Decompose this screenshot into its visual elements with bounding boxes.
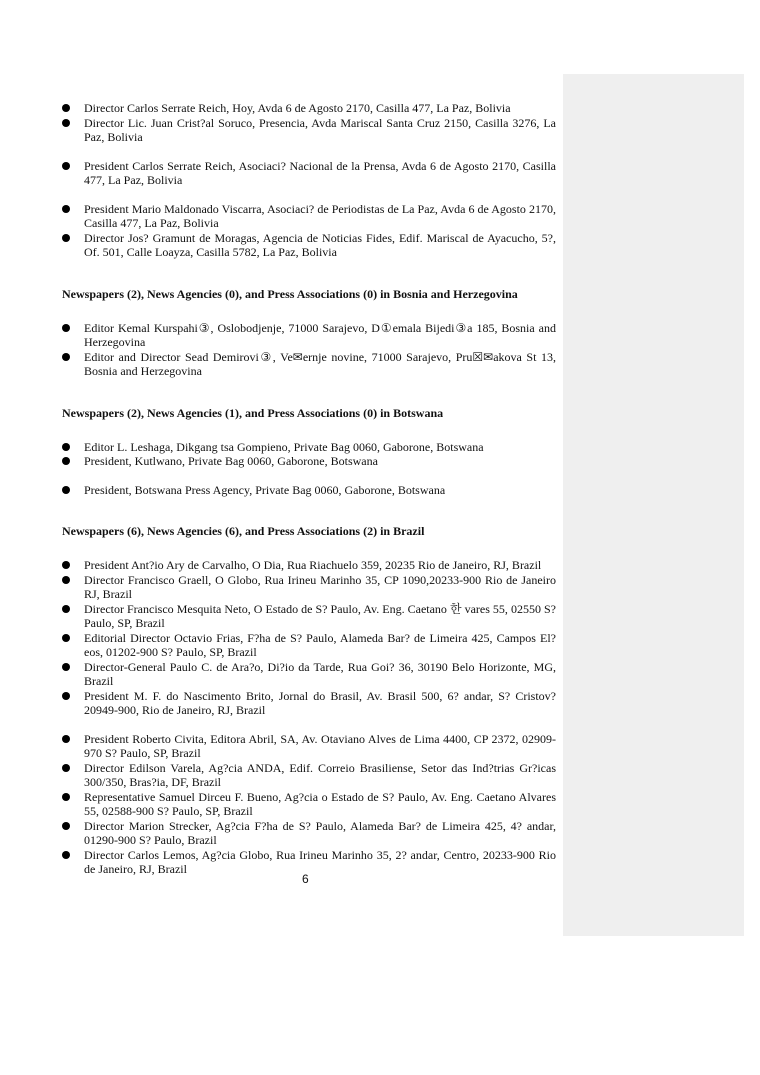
- list-item: [62, 558, 556, 573]
- list-item-text: Director Edilson Varela, Ag?cia ANDA, Edif. Correio Brasiliense, Setor das Ind?trias Gr?icas 300/350, Bras?ia, DF, Brazil: [84, 760, 556, 789]
- bullet-icon: [62, 663, 70, 671]
- list-item: [62, 790, 556, 819]
- list-item-text: President, Kutlwano, Private Bag 0060, Gaborone, Botswana: [84, 454, 378, 468]
- list-item-text: Director Lic. Juan Crist?al Soruco, Presencia, Avda Mariscal Santa Cruz 2150, Casilla 3276, La Paz, Bolivia: [84, 115, 556, 144]
- list-item: [62, 454, 556, 469]
- document-body: [62, 101, 556, 877]
- paragraph-gap: [62, 718, 556, 732]
- bullet-list: [62, 483, 556, 498]
- list-item: [62, 660, 556, 689]
- list-item-text: Editor Kemal Kurspahi③, Oslobodjenje, 71000 Sarajevo, D①emala Bijedi③a 185, Bosnia and Herzegovina: [84, 320, 556, 349]
- list-item: [62, 819, 556, 848]
- bullet-icon: [62, 793, 70, 801]
- list-item-text: Director Marion Strecker, Ag?cia F?ha de S? Paulo, Alameda Bar? de Limeira 425, 4? andar, 01290-900 S? Paulo, Brazil: [84, 818, 556, 847]
- bullet-icon: [62, 324, 70, 332]
- comment-pane: [563, 74, 744, 936]
- bullet-list: [62, 558, 556, 718]
- list-item-text: Director Carlos Lemos, Ag?cia Globo, Rua Irineu Marinho 35, 2? andar, Centro, 20233-900 Rio de Janeiro, RJ, Brazil: [84, 847, 556, 876]
- list-item: [62, 231, 556, 260]
- list-item-text: Editor L. Leshaga, Dikgang tsa Gompieno, Private Bag 0060, Gaborone, Botswana: [84, 439, 484, 454]
- bullet-icon: [62, 764, 70, 772]
- bullet-icon: [62, 104, 70, 112]
- list-item: [62, 350, 556, 379]
- list-item-text: Director-General Paulo C. de Ara?o, Di?io da Tarde, Rua Goi? 36, 30190 Belo Horizonte, MG, Brazil: [84, 659, 556, 688]
- paragraph-gap: [62, 145, 556, 159]
- list-item-text: Director Jos? Gramunt de Moragas, Agencia de Noticias Fides, Edif. Mariscal de Ayacucho, 5?, Of. 501, Calle Loayza, Casilla 5782, La Paz, Bolivia: [84, 230, 556, 259]
- list-item: [62, 440, 556, 455]
- list-item: [62, 321, 556, 350]
- list-item: [62, 101, 556, 116]
- list-item: [62, 573, 556, 602]
- list-item: [62, 732, 556, 761]
- section-heading: Newspapers (2), News Agencies (0), and Press Associations (0) in Bosnia and Herzegovina: [62, 286, 518, 301]
- list-item-text: Director Francisco Graell, O Globo, Rua Irineu Marinho 35, CP 1090,20233-900 Rio de Janeiro RJ, Brazil: [84, 572, 556, 601]
- bullet-list: [62, 159, 556, 188]
- bullet-icon: [62, 561, 70, 569]
- list-item: [62, 159, 556, 188]
- paragraph-gap: [62, 469, 556, 483]
- list-item: [62, 631, 556, 660]
- section-heading: Newspapers (2), News Agencies (1), and Press Associations (0) in Botswana: [62, 405, 444, 420]
- bullet-icon: [62, 234, 70, 242]
- bullet-icon: [62, 692, 70, 700]
- list-item: [62, 483, 556, 498]
- list-item-text: President M. F. do Nascimento Brito, Jornal do Brasil, Av. Brasil 500, 6? andar, S? Cristov? 20949-900, Rio de Janeiro, RJ, Brazil: [84, 688, 556, 717]
- list-item: [62, 689, 556, 718]
- bullet-icon: [62, 443, 70, 451]
- list-item-text: President, Botswana Press Agency, Private Bag 0060, Gaborone, Botswana: [84, 482, 446, 497]
- list-item-text: Editor and Director Sead Demirovi③, Ve✉ernje novine, 71000 Sarajevo, Pru☒✉akova St 13, Bosnia and Herzegovina: [84, 349, 556, 378]
- list-item: [62, 761, 556, 790]
- bullet-icon: [62, 119, 70, 127]
- list-item-text: Director Francisco Mesquita Neto, O Estado de S? Paulo, Av. Eng. Caetano 한 vares 55, 02550 S? Paulo, SP, Brazil: [84, 601, 556, 630]
- bullet-icon: [62, 353, 70, 361]
- section-heading: Newspapers (6), News Agencies (6), and Press Associations (2) in Brazil: [62, 524, 425, 538]
- bullet-icon: [62, 851, 70, 859]
- list-item-text: President Carlos Serrate Reich, Asociaci? Nacional de la Prensa, Avda 6 de Agosto 2170, Casilla 477, La Paz, Bolivia: [84, 158, 556, 187]
- bullet-icon: [62, 735, 70, 743]
- bullet-icon: [62, 634, 70, 642]
- bullet-icon: [62, 576, 70, 584]
- list-item-text: Director Carlos Serrate Reich, Hoy, Avda 6 de Agosto 2170, Casilla 477, La Paz, Bolivia: [84, 101, 511, 115]
- bullet-icon: [62, 162, 70, 170]
- list-item: [62, 202, 556, 231]
- list-item: [62, 848, 556, 877]
- bullet-list: [62, 101, 556, 145]
- bullet-icon: [62, 605, 70, 613]
- bullet-list: [62, 321, 556, 379]
- paragraph-gap: [62, 188, 556, 202]
- bullet-list: [62, 440, 556, 469]
- page-number: 6: [302, 872, 309, 886]
- bullet-list: [62, 732, 556, 877]
- list-item-text: Editorial Director Octavio Frias, F?ha de S? Paulo, Alameda Bar? de Limeira 425, Campos El?eos, 01202-900 S? Paulo, SP, Brazil: [84, 630, 556, 659]
- bullet-list: [62, 202, 556, 260]
- bullet-icon: [62, 486, 70, 494]
- bullet-icon: [62, 457, 70, 465]
- list-item: [62, 602, 556, 631]
- list-item-text: Representative Samuel Dirceu F. Bueno, Ag?cia o Estado de S? Paulo, Av. Eng. Caetano Alvares 55, 02588-900 S? Paulo, SP, Brazil: [84, 789, 556, 818]
- list-item-text: President Roberto Civita, Editora Abril, SA, Av. Otaviano Alves de Lima 4400, CP 2372, 02909-970 S? Paulo, SP, Brazil: [84, 731, 556, 760]
- bullet-icon: [62, 822, 70, 830]
- list-item-text: President Mario Maldonado Viscarra, Asociaci? de Periodistas de La Paz, Avda 6 de Agosto 2170, Casilla 477, La Paz, Bolivia: [84, 201, 556, 230]
- bullet-icon: [62, 205, 70, 213]
- list-item: [62, 116, 556, 145]
- list-item-text: President Ant?io Ary de Carvalho, O Dia, Rua Riachuelo 359, 20235 Rio de Janeiro, RJ, Brazil: [84, 558, 542, 572]
